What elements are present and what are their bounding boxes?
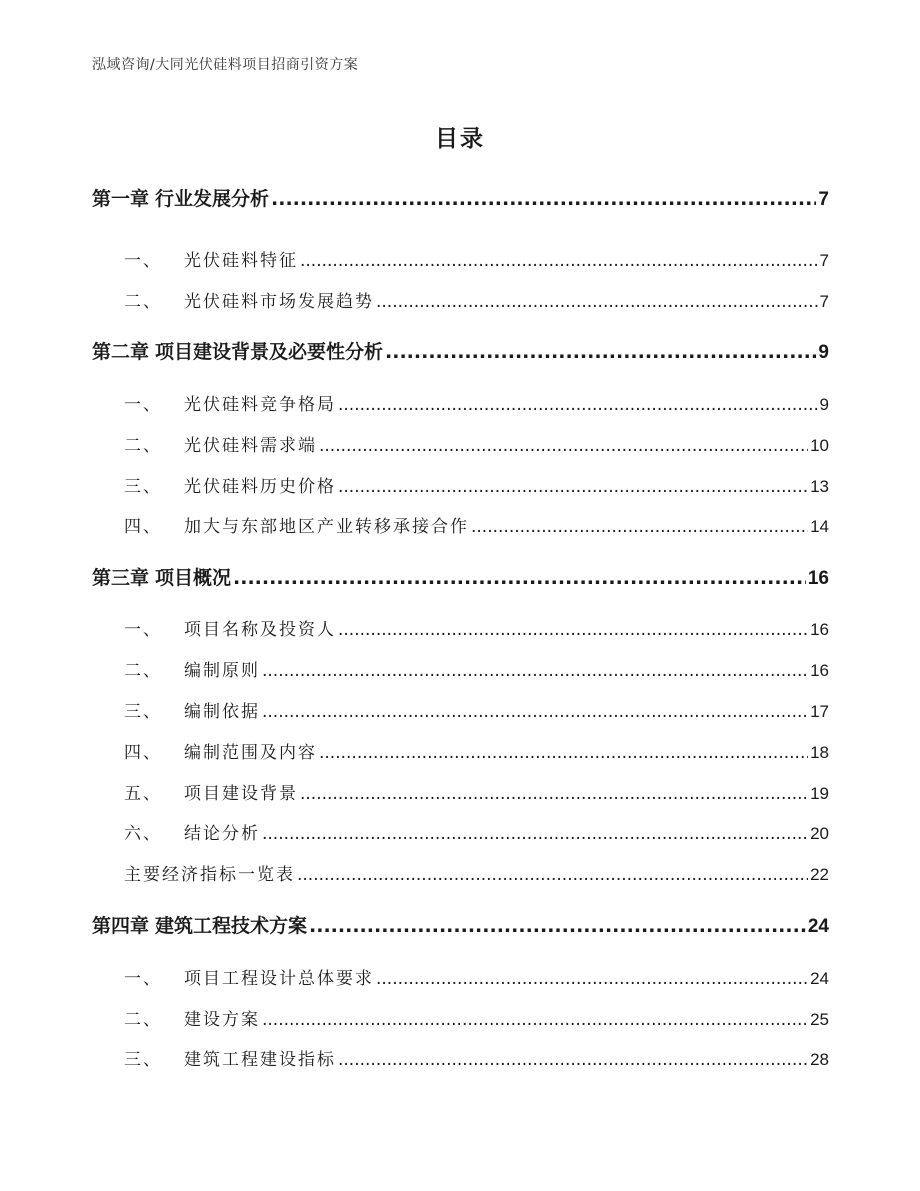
toc-number: 二、 — [124, 1010, 162, 1030]
toc-number: 二、 — [124, 661, 162, 681]
toc-section[interactable] — [124, 697, 829, 722]
toc-leader — [300, 784, 808, 804]
toc-leader — [319, 743, 808, 763]
toc-section[interactable] — [124, 431, 829, 456]
toc-page: 16 — [810, 620, 829, 639]
toc-leader — [262, 661, 808, 681]
toc-chapter[interactable] — [92, 911, 829, 938]
toc-leader — [338, 477, 808, 497]
toc-leader — [338, 1050, 808, 1070]
toc-label: 建筑工程建设指标 — [184, 1050, 336, 1070]
toc-page: 14 — [810, 517, 829, 536]
toc-section[interactable] — [124, 1045, 829, 1070]
toc-section[interactable] — [124, 390, 829, 415]
toc-page: 10 — [810, 436, 829, 455]
toc-leader — [271, 188, 816, 210]
toc-number: 一、 — [124, 251, 162, 271]
toc-label: 项目建设背景及必要性分析 — [155, 341, 384, 363]
toc-number: 一、 — [124, 620, 162, 640]
toc-page: 9 — [818, 342, 829, 363]
toc-number: 六、 — [124, 824, 162, 844]
toc-page: 17 — [810, 702, 829, 721]
toc-page: 13 — [810, 477, 829, 496]
toc-leader — [262, 1010, 808, 1030]
toc-chapter[interactable] — [92, 563, 829, 590]
toc-number: 二、 — [124, 436, 162, 456]
toc-section[interactable] — [124, 615, 829, 640]
toc-label: 主要经济指标一览表 — [124, 865, 295, 885]
toc-number: 第一章 — [92, 188, 150, 210]
toc-label: 建筑工程技术方案 — [155, 915, 308, 937]
toc-leader — [233, 567, 806, 589]
toc-number: 五、 — [124, 784, 162, 804]
toc-number: 四、 — [124, 517, 162, 537]
toc-number: 四、 — [124, 743, 162, 763]
toc-leader — [262, 702, 808, 722]
toc-number: 三、 — [124, 477, 162, 497]
toc-page: 7 — [819, 251, 829, 270]
running-header: 泓域咨询/大同光伏硅料项目招商引资方案 — [92, 57, 359, 73]
toc-label: 建设方案 — [184, 1010, 260, 1030]
toc-number: 一、 — [124, 969, 162, 989]
toc-section[interactable] — [124, 860, 829, 885]
toc-number: 第四章 — [92, 915, 150, 937]
toc-section[interactable] — [124, 819, 829, 844]
toc-section[interactable] — [124, 964, 829, 989]
toc-page: 24 — [807, 916, 829, 937]
toc-page: 25 — [810, 1010, 829, 1029]
toc-page: 20 — [810, 824, 829, 843]
toc-label: 加大与东部地区产业转移承接合作 — [184, 517, 469, 537]
toc-label: 光伏硅料竞争格局 — [184, 395, 336, 415]
toc-section[interactable] — [124, 246, 829, 271]
toc-label: 光伏硅料历史价格 — [184, 477, 336, 497]
toc-leader — [297, 865, 808, 885]
toc-label: 结论分析 — [184, 824, 260, 844]
toc-chapter[interactable] — [92, 184, 829, 211]
toc-leader — [338, 395, 818, 415]
toc-page: 22 — [810, 865, 829, 884]
toc-label: 行业发展分析 — [155, 188, 270, 210]
toc-section[interactable] — [124, 656, 829, 681]
toc-section[interactable] — [124, 1005, 829, 1030]
toc-page: 7 — [819, 292, 829, 311]
toc-page: 19 — [810, 784, 829, 803]
toc-section[interactable] — [124, 512, 829, 537]
toc-page: 18 — [810, 743, 829, 762]
toc-leader — [309, 915, 806, 937]
toc-leader — [338, 620, 808, 640]
toc-leader — [376, 969, 808, 989]
toc-label: 光伏硅料市场发展趋势 — [184, 292, 374, 312]
toc-label: 光伏硅料特征 — [184, 251, 298, 271]
toc-label: 编制依据 — [184, 702, 260, 722]
toc-number: 二、 — [124, 292, 162, 312]
toc-label: 项目工程设计总体要求 — [184, 969, 374, 989]
toc-label: 项目建设背景 — [184, 784, 298, 804]
toc-label: 编制范围及内容 — [184, 743, 317, 763]
toc-chapter[interactable] — [92, 337, 829, 364]
toc-label: 编制原则 — [184, 661, 260, 681]
toc-section[interactable] — [124, 287, 829, 312]
toc-page: 7 — [818, 189, 829, 210]
toc-label: 项目名称及投资人 — [184, 620, 336, 640]
toc-section[interactable] — [124, 472, 829, 497]
toc-number: 一、 — [124, 395, 162, 415]
toc-page: 24 — [810, 969, 829, 988]
toc-page: 9 — [819, 395, 829, 414]
toc-label: 光伏硅料需求端 — [184, 436, 317, 456]
toc-number: 三、 — [124, 1050, 162, 1070]
toc-leader — [262, 824, 808, 844]
toc-label: 项目概况 — [155, 567, 232, 589]
toc-leader — [300, 251, 818, 271]
toc-number: 第三章 — [92, 567, 150, 589]
toc-number: 三、 — [124, 702, 162, 722]
toc-page: 16 — [810, 661, 829, 680]
toc-leader — [471, 517, 808, 537]
toc-page: 16 — [807, 568, 829, 589]
page-title: 目录 — [435, 126, 485, 152]
toc-leader — [385, 341, 816, 363]
toc-leader — [376, 292, 818, 312]
toc-number: 第二章 — [92, 341, 150, 363]
toc-leader — [319, 436, 808, 456]
toc-section[interactable] — [124, 738, 829, 763]
toc-section[interactable] — [124, 779, 829, 804]
toc-page: 28 — [810, 1050, 829, 1069]
